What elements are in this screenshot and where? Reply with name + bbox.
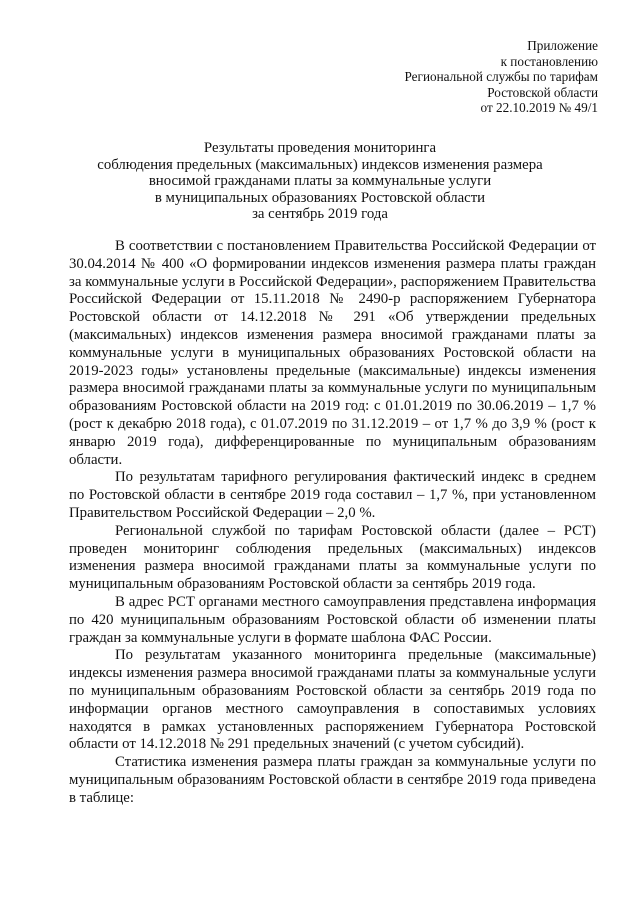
title-line: соблюдения предельных (максимальных) индексов изменения размера bbox=[97, 156, 543, 173]
body-paragraph: В адрес РСТ органами местного самоуправления представлена информация по 420 муниципальным образованиям Ростовской области об изменении платы граждан за коммунальные услуги в формате шаблона ФАС России. bbox=[69, 593, 596, 646]
appendix-header-line: к постановлению bbox=[500, 53, 598, 69]
title-line: вносимой гражданами платы за коммунальные услуги bbox=[148, 173, 492, 189]
title-line: в муниципальных образованиях Ростовской области bbox=[154, 189, 486, 206]
body-paragraph: По результатам указанного мониторинга предельные (максимальные) индексы изменения размера вносимой гражданами платы за коммунальные услуги по муниципальным образованиям Ростовской области за сентябрь 2019 года по информации органов местного самоуправления в сопоставимых условиях находятся в рамках установленных распоряжением Губернатора Ростовской области от 14.12.2018 № 291 предельных значений (с учетом субсидий). bbox=[69, 647, 596, 753]
document-body bbox=[69, 238, 596, 808]
body-paragraph: В соответствии с постановлением Правительства Российской Федерации от 30.04.2014 № 400 «О формировании индексов изменения размера платы граждан за коммунальные услуги в Российской Федерации», распоряжением Правительства Российской Федерации от 15.11.2018 № 2490-р распоряжением Губернатора Ростовской области от 14.12.2018 № 291 «Об утверждении предельных (максимальных) индексов изменения размера вносимой гражданами платы за коммунальные услуги в муниципальных образованиях Ростовской области на 2019-2023 годы» установлены предельные (максимальные) индексы изменения размера вносимой гражданами платы за коммунальные услуги по муниципальным образованиям Ростовской области на 2019 год: с 01.01.2019 по 30.06.2019 – 1,7 % (рост к декабрю 2018 года), с 01.07.2019 по 31.12.2019 – от 1,7 % до 3,9 % (рост к январю 2019 года), дифференцированные по муниципальным образованиям области. bbox=[69, 238, 596, 468]
body-paragraph: Статистика изменения размера платы граждан за коммунальные услуги по муниципальным образованиям Ростовской области в сентябре 2019 года приведена в таблице: bbox=[69, 754, 596, 806]
appendix-header-line: Региональной службы по тарифам bbox=[404, 69, 598, 85]
appendix-header bbox=[338, 38, 598, 116]
title-line: Результаты проведения мониторинга bbox=[203, 140, 437, 156]
body-paragraph: Региональной службой по тарифам Ростовской области (далее – РСТ) проведен мониторинг соблюдения предельных (максимальных) индексов изменения размера вносимой гражданами платы за коммунальные услуги по муниципальным образованиям Ростовской области за сентябрь 2019 года. bbox=[69, 522, 596, 593]
title-line: за сентябрь 2019 года bbox=[252, 206, 388, 222]
document-title bbox=[70, 140, 570, 223]
body-paragraph: По результатам тарифного регулирования фактический индекс в среднем по Ростовской области в сентябре 2019 года составил – 1,7 %, при установленном Правительством Российской Федерации – 2,0 %. bbox=[69, 469, 596, 521]
appendix-header-line: Ростовской области bbox=[487, 84, 598, 100]
appendix-header-line: Приложение bbox=[527, 38, 598, 53]
appendix-header-line: от 22.10.2019 № 49/1 bbox=[480, 100, 598, 116]
